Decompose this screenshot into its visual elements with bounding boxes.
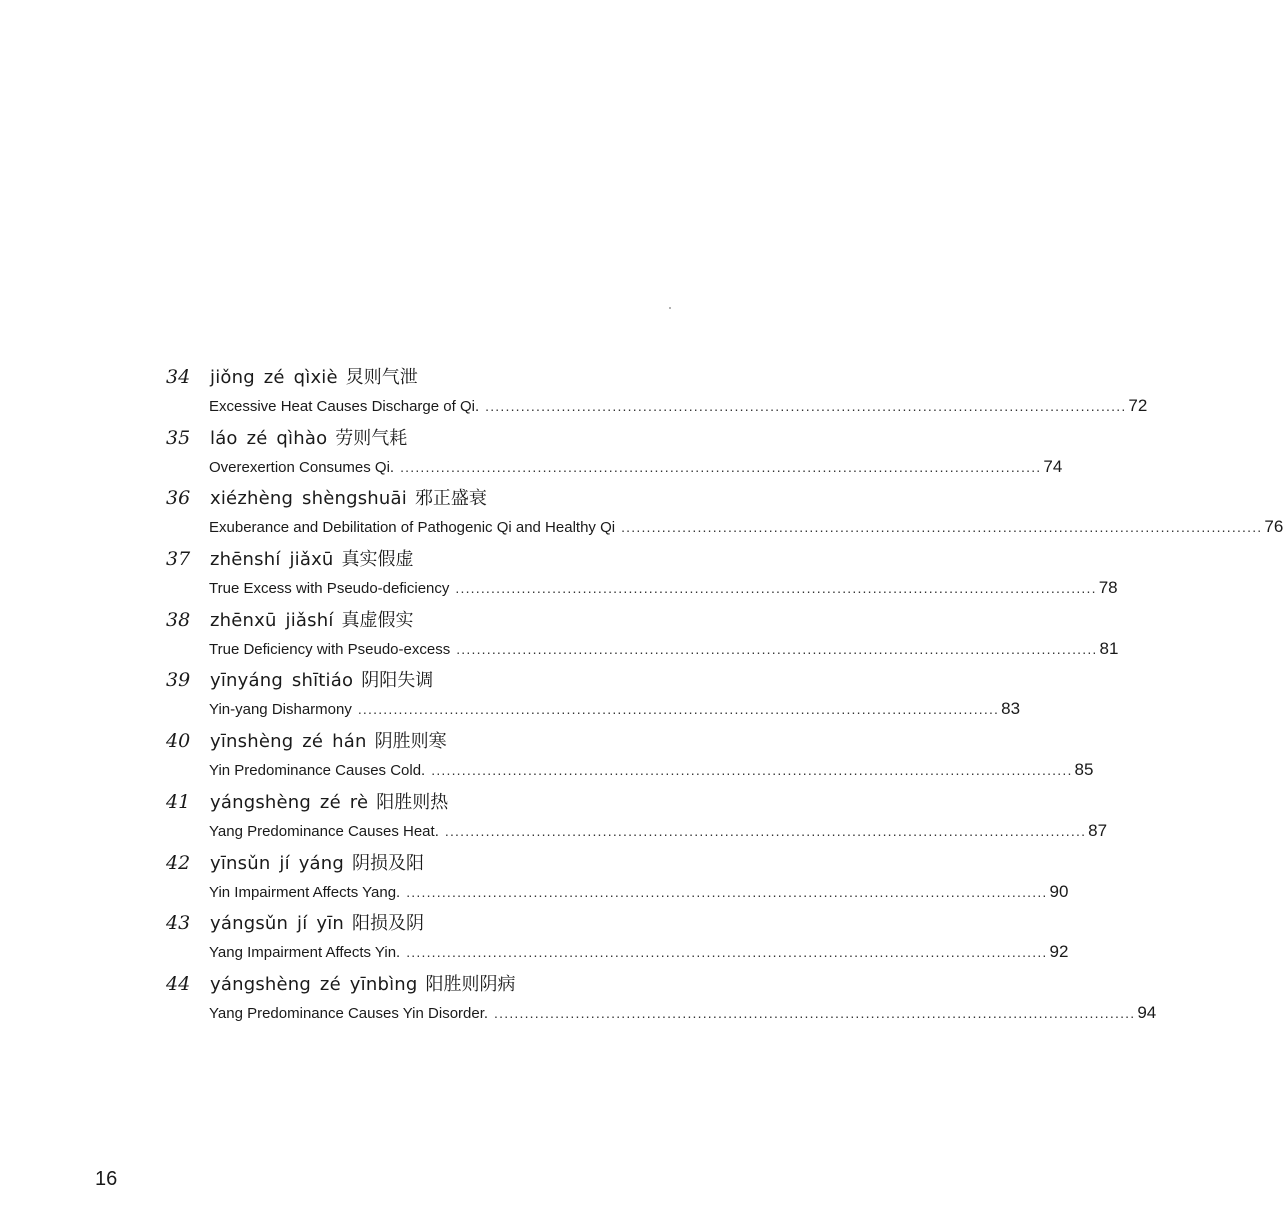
entry-page-number: 78 <box>1098 578 1118 598</box>
toc-entry <box>166 849 1069 910</box>
entry-pinyin: zhēnshí jiǎxū <box>210 549 334 571</box>
toc-entry <box>166 606 1119 667</box>
entry-title: Excessive Heat Causes Discharge of Qi. <box>209 398 480 415</box>
entry-chinese: 炅则气泄 <box>345 367 418 388</box>
dot-leader: .............................................................................................................................. <box>456 640 1098 657</box>
entry-pinyin: zhēnxū jiǎshí <box>210 609 334 631</box>
entry-page-number: 90 <box>1049 881 1069 901</box>
entry-pinyin: yángshèng zé yīnbìng <box>210 973 418 995</box>
entry-pinyin: yīnshèng zé hán <box>210 731 367 753</box>
entry-number: 37 <box>166 548 191 571</box>
entry-title-row[interactable] <box>209 942 1069 962</box>
entry-title-row[interactable] <box>209 396 1148 416</box>
entry-chinese: 阳胜则热 <box>376 791 449 813</box>
dot-leader: .............................................................................................................................. <box>400 458 1042 475</box>
entry-page-number: 87 <box>1088 820 1108 840</box>
entry-number: 35 <box>166 426 191 449</box>
entry-title: True Excess with Pseudo-deficiency <box>209 580 450 598</box>
entry-title: Yin Impairment Affects Yang. <box>209 883 401 901</box>
entry-pinyin: láo zé qìhào <box>210 427 328 449</box>
toc-entry <box>166 970 1157 1031</box>
entry-chinese: 真实假虚 <box>341 549 414 571</box>
entry-pinyin: yīnsǔn jí yáng <box>210 852 345 874</box>
entry-pinyin: yángsǔn jí yīn <box>210 913 345 935</box>
entry-number: 42 <box>166 851 191 874</box>
entry-number: 34 <box>166 366 191 388</box>
dot-leader: .............................................................................................................................. <box>357 701 1000 718</box>
toc-entry <box>166 363 1148 424</box>
entry-pinyin: yángshèng zé rè <box>210 791 369 813</box>
entry-chinese: 阴阳失调 <box>361 670 434 692</box>
entry-title-row[interactable] <box>209 1002 1157 1023</box>
entry-page-number: 76 <box>1264 517 1283 537</box>
entry-title-row[interactable] <box>209 699 1021 719</box>
entry-number: 38 <box>166 608 191 631</box>
entry-title-row[interactable] <box>209 638 1119 659</box>
toc-entry <box>166 788 1108 849</box>
entry-page-number: 81 <box>1099 638 1119 658</box>
page-number: 16 <box>95 1168 118 1190</box>
entry-pinyin: yīnyáng shītiáo <box>210 670 354 692</box>
entry-page-number: 83 <box>1001 699 1021 719</box>
entry-title: Yin-yang Disharmony <box>209 701 352 719</box>
entry-page-number: 94 <box>1137 1002 1157 1022</box>
entry-title: Yang Predominance Causes Heat. <box>209 822 439 840</box>
toc-entry <box>166 666 1021 727</box>
entry-number: 39 <box>166 669 191 692</box>
toc-entry <box>166 909 1069 970</box>
entry-pinyin: xiézhèng shèngshuāi <box>210 488 407 510</box>
entry-title: Exuberance and Debilitation of Pathogenic Qi and Healthy Qi <box>209 519 616 537</box>
entry-number: 41 <box>166 790 191 813</box>
entry-chinese: 阴胜则寒 <box>374 731 447 753</box>
entry-title-row[interactable] <box>209 820 1108 841</box>
entry-chinese: 阴损及阳 <box>352 852 425 874</box>
dot-leader: .............................................................................................................................. <box>455 580 1097 597</box>
dot-leader: .............................................................................................................................. <box>406 883 1048 900</box>
entry-page-number: 72 <box>1128 396 1148 415</box>
entry-page-number: 92 <box>1049 942 1069 962</box>
entry-title-row[interactable] <box>209 517 1283 537</box>
entry-chinese: 阳损及阴 <box>352 913 425 935</box>
dot-leader: .............................................................................................................................. <box>485 398 1127 414</box>
entry-page-number: 85 <box>1074 760 1094 780</box>
entry-number: 36 <box>166 487 191 510</box>
entry-page-number: 74 <box>1043 456 1063 476</box>
toc-entry <box>166 424 1063 485</box>
dot-leader: .............................................................................................................................. <box>444 822 1087 839</box>
entry-title-row[interactable] <box>209 578 1118 598</box>
table-of-contents <box>166 363 1283 1031</box>
entry-pinyin: jiǒng zé qìxiè <box>210 367 338 388</box>
entry-chinese: 真虚假实 <box>341 609 414 631</box>
dot-leader: .............................................................................................................................. <box>621 519 1263 536</box>
entry-title: Yin Predominance Causes Cold. <box>209 762 426 780</box>
entry-title-row[interactable] <box>209 881 1069 902</box>
entry-number: 40 <box>166 730 191 753</box>
entry-title: Overexertion Consumes Qi. <box>209 458 395 476</box>
entry-title-row[interactable] <box>209 760 1094 780</box>
toc-entry <box>166 545 1118 606</box>
entry-title: Yang Predominance Causes Yin Disorder. <box>209 1004 489 1022</box>
print-speck <box>669 307 671 309</box>
toc-entry <box>166 727 1094 788</box>
entry-chinese: 邪正盛衰 <box>414 488 487 510</box>
entry-number: 44 <box>166 972 191 995</box>
dot-leader: .............................................................................................................................. <box>406 944 1048 961</box>
entry-title: Yang Impairment Affects Yin. <box>209 944 401 962</box>
entry-title-row[interactable] <box>209 456 1063 477</box>
dot-leader: .............................................................................................................................. <box>431 762 1073 779</box>
entry-number: 43 <box>166 912 191 935</box>
entry-chinese: 劳则气耗 <box>335 427 408 449</box>
toc-entry <box>166 484 1283 545</box>
dot-leader: .............................................................................................................................. <box>494 1004 1136 1021</box>
entry-chinese: 阳胜则阴病 <box>425 973 516 995</box>
entry-title: True Deficiency with Pseudo-excess <box>209 640 451 658</box>
